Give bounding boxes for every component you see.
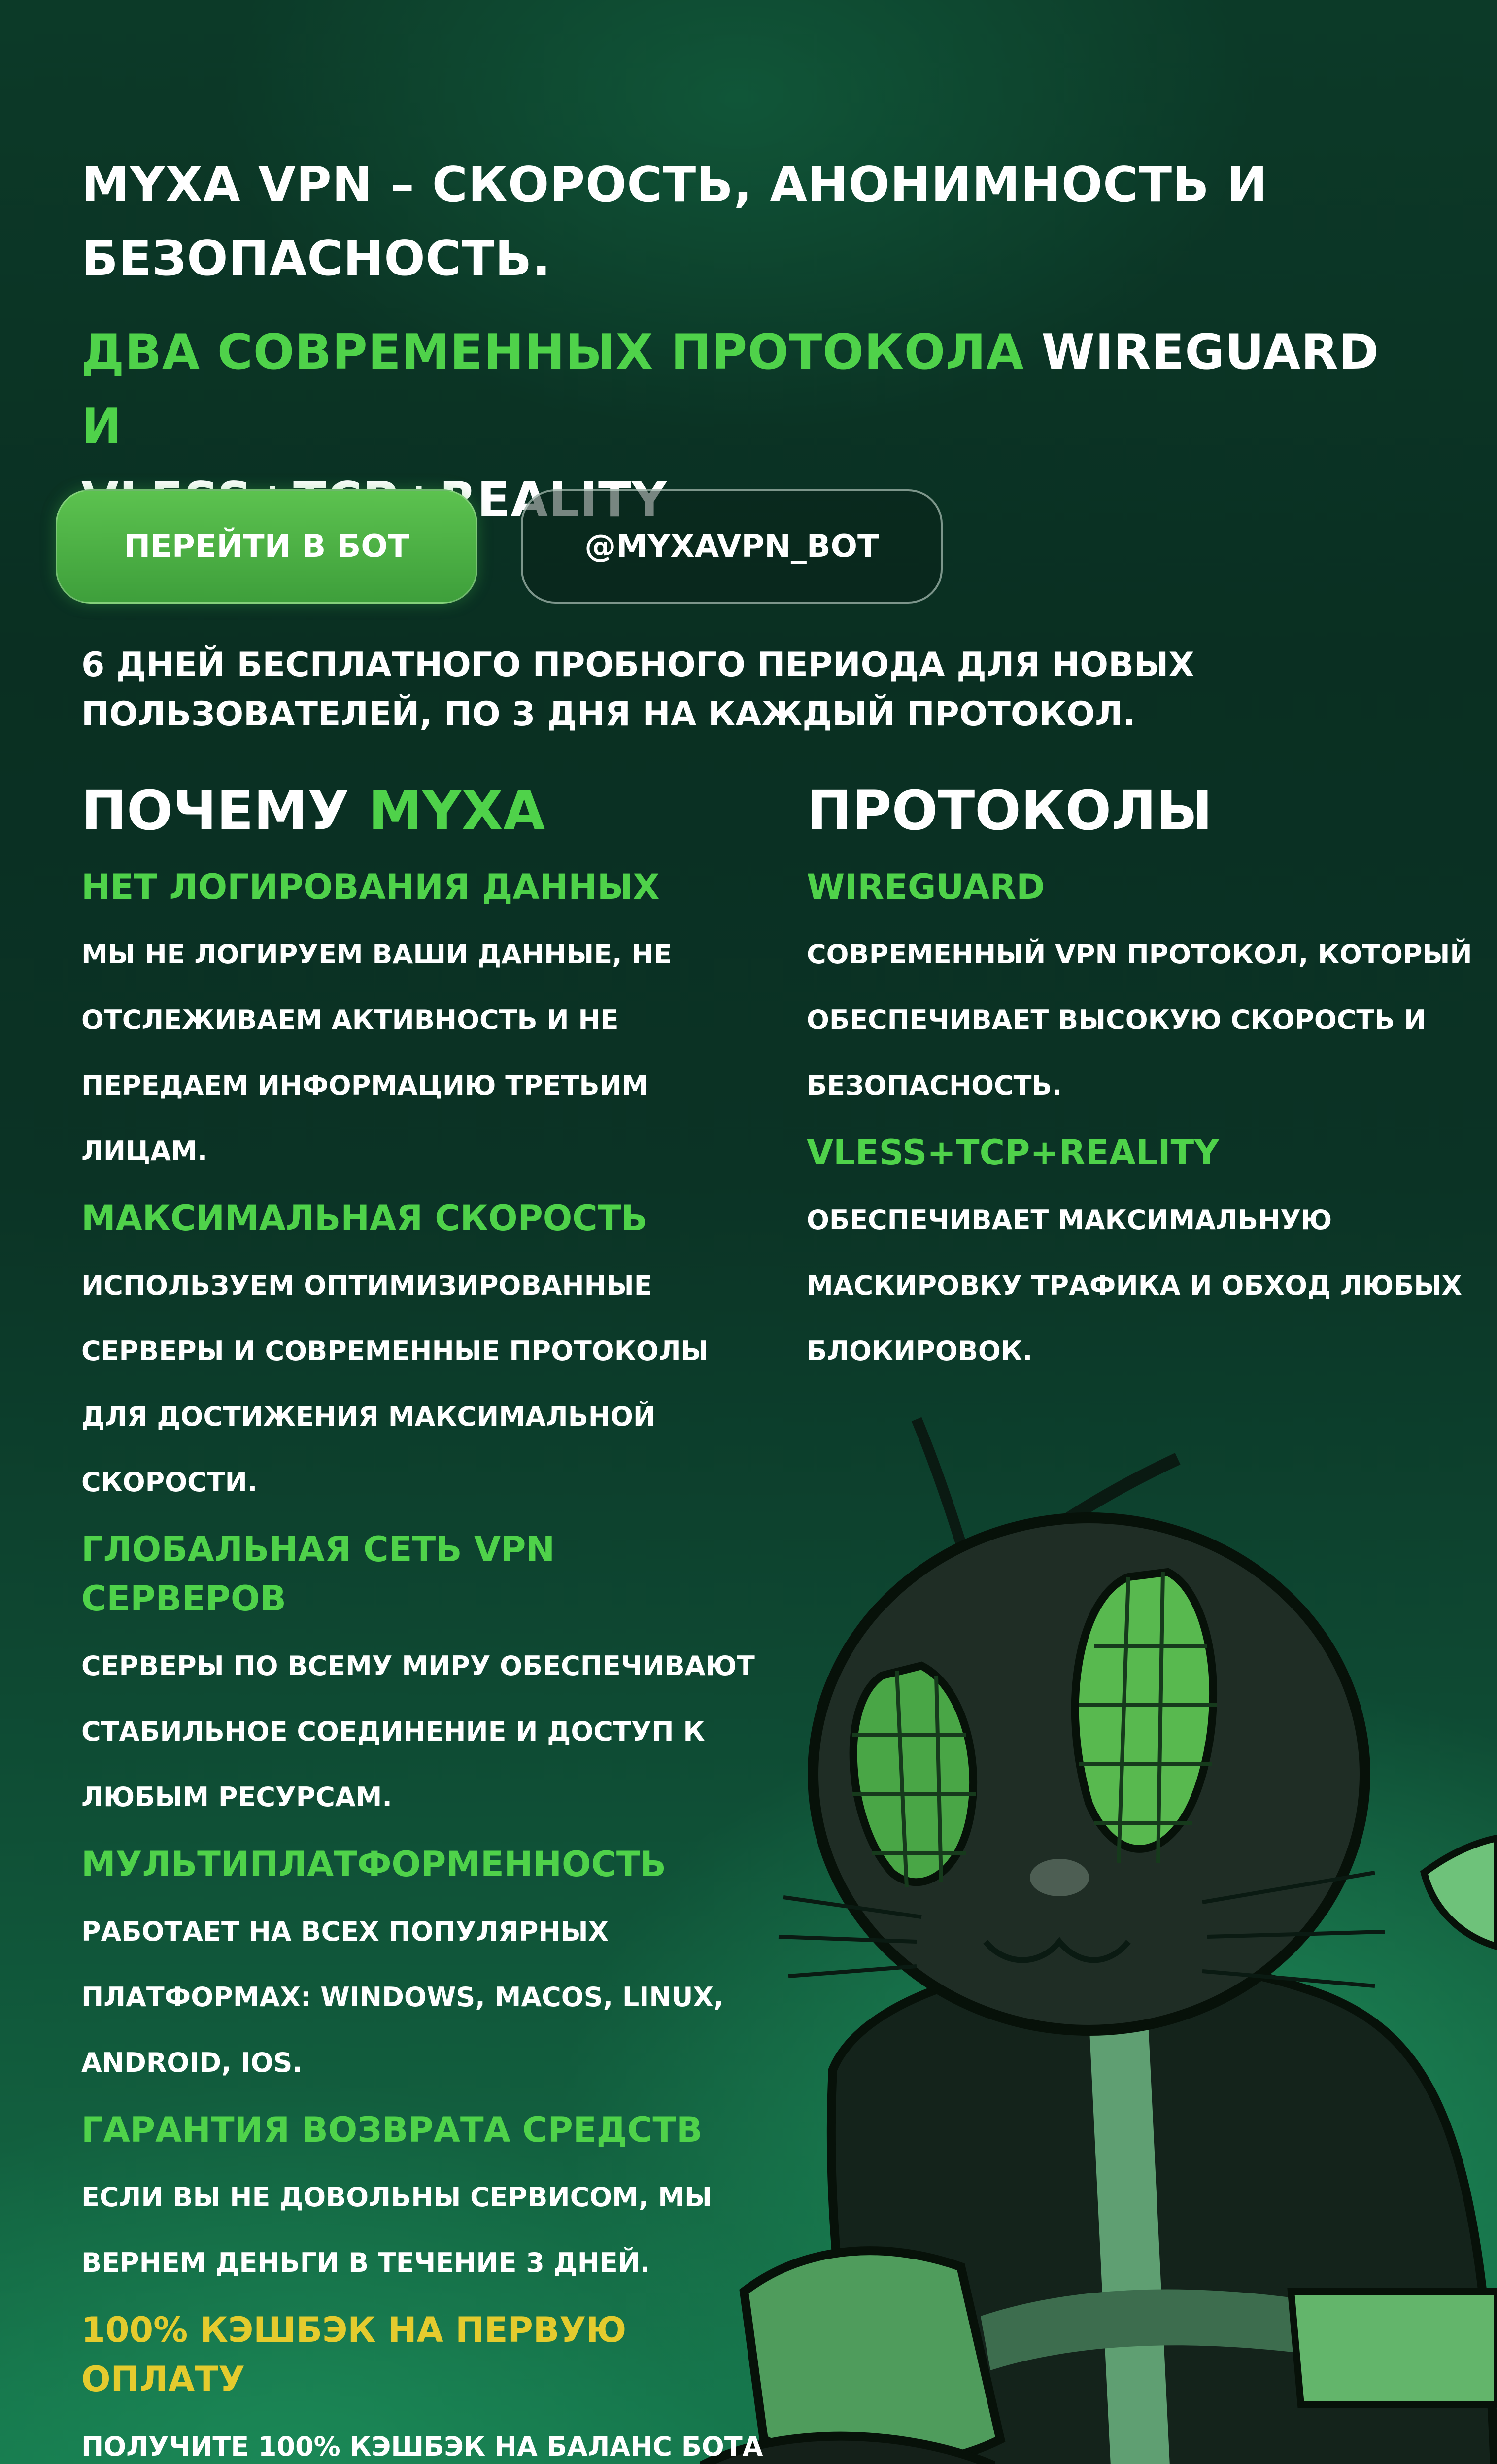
feature-text: СЕРВЕРЫ ПО ВСЕМУ МИРУ ОБЕСПЕЧИВАЮТ СТАБИЛЬНОЕ СОЕДИНЕНИЕ И ДОСТУП К ЛЮБЫМ РЕСУРСАМ. (81, 1650, 755, 1813)
headline (81, 148, 1412, 296)
why-title-accent: MYXA (368, 779, 545, 842)
why-title (81, 774, 771, 848)
feature-title: НЕТ ЛОГИРОВАНИЯ ДАННЫХ (81, 867, 660, 907)
bot-handle-label: @MYXAVPN_BOT (584, 528, 879, 565)
feature-title: ГЛОБАЛЬНАЯ СЕТЬ VPN СЕРВЕРОВ (81, 1529, 555, 1619)
go-to-bot-label: ПЕРЕЙТИ В БОТ (124, 528, 409, 565)
headline-text: MYXA VPN – СКОРОСТЬ, АНОНИМНОСТЬ И БЕЗОПАСНОСТЬ. (81, 157, 1268, 287)
feature-item (81, 1840, 771, 2095)
cashback-text: ПОЛУЧИТЕ 100% КЭШБЭК НА БАЛАНС БОТА (81, 2431, 763, 2462)
bot-handle-button[interactable] (521, 489, 943, 604)
why-section (81, 774, 771, 2464)
protocol-title: WIREGUARD (807, 867, 1045, 907)
protocol-text: ОБЕСПЕЧИВАЕТ МАКСИМАЛЬНУЮ МАСКИРОВКУ ТРАФИКА И ОБХОД ЛЮБЫХ БЛОКИРОВОК. (807, 1204, 1462, 1367)
feature-item (81, 1525, 771, 1830)
feature-text: ИСПОЛЬЗУЕМ ОПТИМИЗИРОВАННЫЕ СЕРВЕРЫ И СОВРЕМЕННЫЕ ПРОТОКОЛЫ ДЛЯ ДОСТИЖЕНИЯ МАКСИМАЛЬНОЙ СКОРОСТИ. (81, 1270, 709, 1498)
feature-title: МАКСИМАЛЬНАЯ СКОРОСТЬ (81, 1198, 647, 1238)
feature-item (81, 862, 771, 1184)
cashback-title: 100% КЭШБЭК НА ПЕРВУЮ ОПЛАТУ (81, 2310, 627, 2399)
feature-item (81, 1194, 771, 1515)
feature-item (81, 2105, 771, 2295)
protocol-title: VLESS+TCP+REALITY (807, 1132, 1219, 1173)
why-title-prefix: ПОЧЕМУ (81, 779, 349, 842)
protocol-item (807, 862, 1487, 1118)
trial-text: 6 ДНЕЙ БЕСПЛАТНОГО ПРОБНОГО ПЕРИОДА ДЛЯ НОВЫХ ПОЛЬЗОВАТЕЛЕЙ, ПО 3 ДНЯ НА КАЖДЫЙ ПРОТОКОЛ. (81, 646, 1194, 734)
subhead-and: И (81, 398, 123, 454)
trial-info (81, 641, 1313, 739)
feature-item-cashback (81, 2305, 771, 2464)
go-to-bot-button[interactable] (56, 489, 477, 604)
protocols-section (807, 774, 1487, 1394)
feature-text: РАБОТАЕТ НА ВСЕХ ПОПУЛЯРНЫХ ПЛАТФОРМАХ: WINDOWS, MACOS, LINUX, ANDROID, IOS. (81, 1916, 724, 2078)
feature-text: ЕСЛИ ВЫ НЕ ДОВОЛЬНЫ СЕРВИСОМ, МЫ ВЕРНЕМ ДЕНЬГИ В ТЕЧЕНИЕ 3 ДНЕЙ. (81, 2182, 712, 2278)
feature-title: МУЛЬТИПЛАТФОРМЕННОСТЬ (81, 1844, 666, 1884)
fly-mascot-illustration (685, 1331, 1497, 2464)
protocol-text: СОВРЕМЕННЫЙ VPN ПРОТОКОЛ, КОТОРЫЙ ОБЕСПЕЧИВАЕТ ВЫСОКУЮ СКОРОСТЬ И БЕЗОПАСНОСТЬ. (807, 939, 1472, 1101)
subhead-wireguard: WIREGUARD (1041, 324, 1380, 380)
feature-text: МЫ НЕ ЛОГИРУЕМ ВАШИ ДАННЫЕ, НЕ ОТСЛЕЖИВАЕМ АКТИВНОСТЬ И НЕ ПЕРЕДАЕМ ИНФОРМАЦИЮ ТРЕТЬИМ ЛИЦАМ. (81, 939, 672, 1166)
protocol-item (807, 1128, 1487, 1384)
subhead-protocols-text: ДВА СОВРЕМЕННЫХ ПРОТОКОЛА (81, 324, 1024, 380)
feature-title: ГАРАНТИЯ ВОЗВРАТА СРЕДСТВ (81, 2110, 703, 2150)
protocols-title: ПРОТОКОЛЫ (807, 779, 1213, 842)
